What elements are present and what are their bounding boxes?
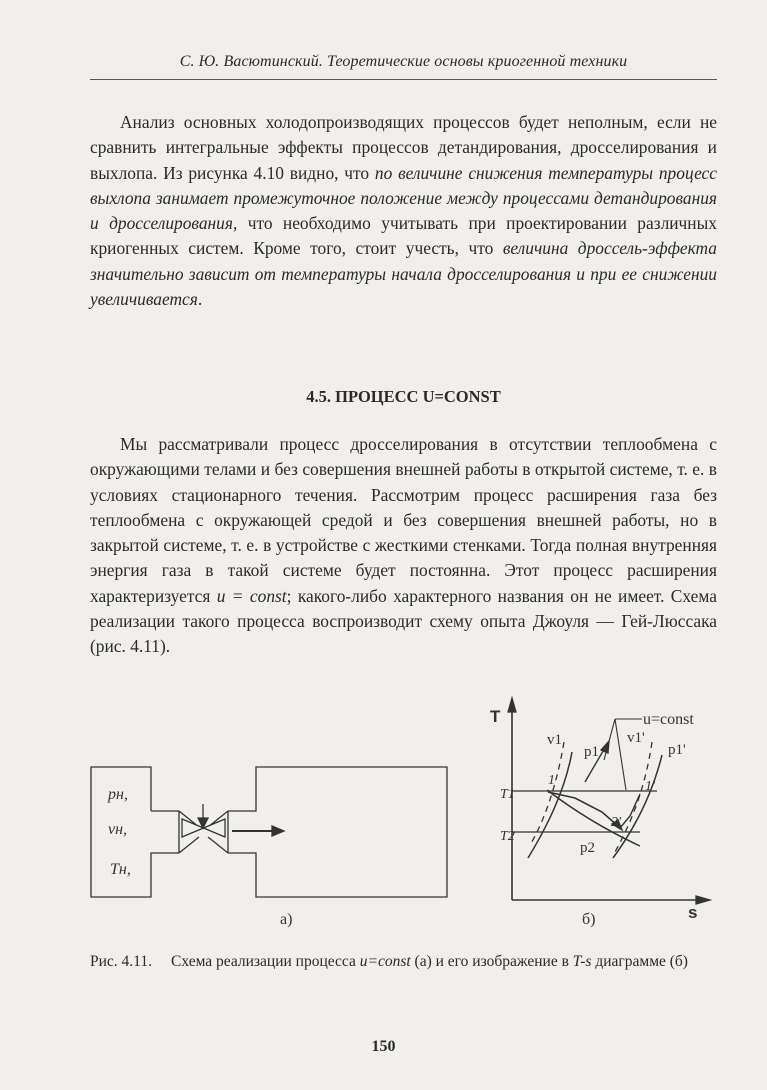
p2-text-1: Мы рассматривали процесс дросселирования в отсутствии теплообмена с окружающими телами и без совершения внешней работы в открытой системе, т. е. в условиях стационарного течения. Рассмотрим процесс расширения газа без теплообмена с окружающей средой и без совершения внешней работы, но в закрытой системе, т. е. в устройстве с жесткими стенками. Тогда полная внутренняя энергия газа в такой системе будет постоянна. Этот процесс расширения характеризуется — [90, 434, 717, 606]
vessel-left — [91, 767, 179, 897]
p2-italic-1: u = const — [216, 585, 287, 606]
isochore-v1-prime — [615, 742, 652, 852]
label-point-1: 1 — [548, 773, 555, 788]
flow-arrowhead — [272, 826, 284, 836]
caption-italic-2: T-s — [572, 953, 592, 970]
figure-a — [91, 767, 447, 928]
label-v-initial: vн, — [108, 821, 128, 838]
isochore-v1 — [530, 742, 564, 845]
figure-b-sublabel: б) — [582, 911, 596, 928]
page-number: 150 — [371, 1038, 396, 1055]
caption-italic-1: u=const — [359, 953, 411, 970]
caption-label: Рис. 4.11. — [90, 953, 152, 970]
axis-T-arrowhead — [508, 698, 516, 712]
axis-s-label: s — [688, 903, 698, 922]
p1-text-2: , что необходимо учитывать при проектировании различных криогенных систем. Кроме того, стоит учесть, что — [90, 213, 717, 259]
caption-text-2: (а) и его изображение в — [410, 953, 573, 970]
label-T2: T2 — [500, 829, 515, 844]
p1-text-1: Анализ основных холодопроизводящих процессов будет неполным, если не сравнить интегральные эффекты процессов детандирования, дросселирования и выхлопа. Из рисунка 4.10 видно, что — [90, 112, 717, 183]
p1-text-3: . — [197, 289, 203, 310]
label-T-initial: Tн, — [110, 861, 131, 878]
label-p-initial: pн, — [108, 786, 128, 803]
label-T1: T1 — [500, 787, 515, 802]
label-v1-prime: v1' — [627, 730, 645, 746]
label-p2: p2 — [580, 840, 595, 856]
label-v1: v1 — [547, 732, 562, 748]
caption-text-1: Схема реализации процесса — [171, 953, 360, 970]
isobar-p1 — [528, 752, 572, 858]
label-point-2-prime: 2' — [611, 815, 621, 830]
label-point-1-prime: 1' — [645, 779, 655, 794]
label-p1-prime: p1' — [668, 742, 686, 758]
caption-text-3: диаграмме (б) — [591, 953, 688, 970]
label-u-const: u=const — [643, 711, 694, 728]
p1-italic-2: величина дроссель-эффекта значительно зависит от температуры начала дросселирования и при ее снижении увеличивается — [90, 238, 718, 310]
figure-caption — [90, 951, 717, 972]
axis-s-arrowhead — [696, 896, 710, 904]
process-arrow-1p-2p — [620, 794, 640, 828]
isobar-p1-prime — [613, 755, 662, 858]
running-header: С. Ю. Васютинский. Теоретические основы криогенной техники — [179, 53, 628, 70]
figure-a-sublabel: а) — [280, 911, 293, 928]
p1-italic-1: по величине снижения температуры процесс выхлопа занимает промежуточное положение между процессами детандирования и дросселирования — [90, 162, 717, 234]
label-p1: p1 — [584, 744, 599, 760]
figure-b — [490, 698, 710, 928]
p2-text-2: ; какого-либо характерного названия он не имеет. Схема реализации такого процесса воспроизводит схему опыта Джоуля — Гей-Люссака (рис. 4.11). — [90, 585, 717, 657]
caption-text — [171, 951, 688, 972]
axis-T-label: T — [490, 707, 501, 726]
section-title: 4.5. ПРОЦЕСС U=CONST — [306, 387, 501, 406]
